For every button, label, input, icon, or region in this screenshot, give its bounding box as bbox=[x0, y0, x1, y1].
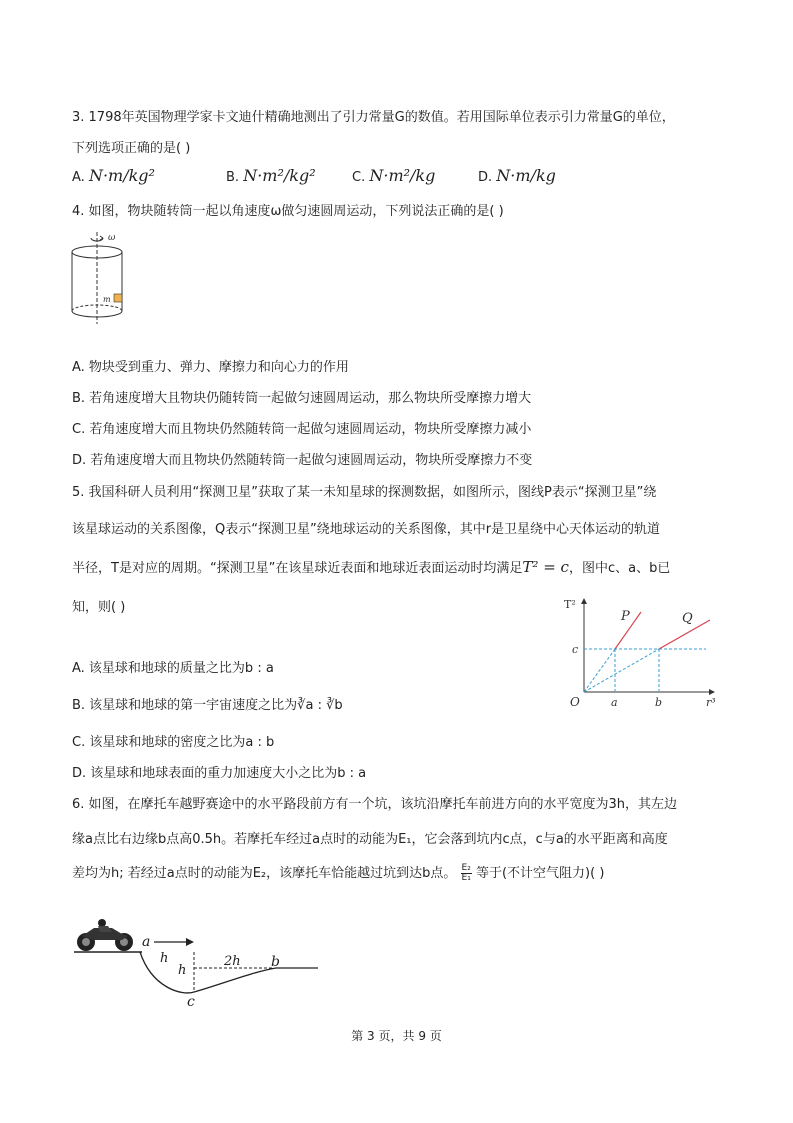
q5-formula: T² = c bbox=[522, 558, 569, 576]
q5-stem-line3 bbox=[72, 557, 670, 576]
x-axis-arrow-icon bbox=[709, 689, 715, 695]
y-axis-arrow-icon bbox=[581, 598, 587, 604]
q3-option-d-label: D. bbox=[478, 170, 493, 185]
q6-stem-line3 bbox=[72, 862, 604, 883]
mass-block bbox=[114, 294, 122, 302]
series-Q-label: Q bbox=[682, 611, 693, 626]
mass-label: m bbox=[103, 295, 111, 304]
q5-option-a: A. 该星球和地球的质量之比为b : a bbox=[72, 661, 274, 676]
tick-label-c: c bbox=[572, 643, 579, 656]
q3-option-a-label: A. bbox=[72, 170, 85, 185]
series-P-label: P bbox=[621, 609, 630, 624]
tick-label-b: b bbox=[655, 696, 663, 709]
q5-option-d: D. 该星球和地球表面的重力加速度大小之比为b : a bbox=[72, 766, 367, 781]
q5-chart bbox=[560, 594, 725, 712]
omega-label: ω bbox=[108, 233, 116, 243]
q4-cylinder-figure bbox=[66, 228, 136, 328]
q5-stem-line4: 知，则( ) bbox=[72, 600, 126, 615]
q3-option-a bbox=[72, 166, 155, 185]
tick-label-a: a bbox=[611, 696, 618, 709]
q5-stem-line3-part1: 半径，T是对应的周期。“探测卫星”在该星球近表面和地球近表面运动时均满足 bbox=[72, 561, 523, 576]
q3-option-b bbox=[226, 166, 316, 185]
q5-stem-line2: 该星球运动的关系图像，Q表示“探测卫星”绕地球运动的关系图像，其中r是卫星绕中心天体运动的轨道 bbox=[72, 522, 661, 537]
y-axis-label: T² bbox=[564, 598, 576, 611]
point-c-label: c bbox=[187, 994, 195, 1006]
q6-fraction-numerator: E₂ bbox=[461, 863, 471, 873]
label-h-vertical: h bbox=[178, 963, 187, 978]
q6-stem-line3-part1: 差均为h; 若经过a点时的动能为E₂，该摩托车恰能越过坑到达b点。 bbox=[72, 866, 457, 881]
q3-stem-line2: 下列选项正确的是( ) bbox=[72, 141, 191, 156]
motorcycle-icon bbox=[77, 919, 133, 951]
guide-diagonal bbox=[584, 649, 659, 692]
q3-option-c-text: N·m²/kg bbox=[369, 166, 436, 185]
q6-pit-figure bbox=[72, 918, 332, 1006]
q4-option-a: A. 物块受到重力、弹力、摩擦力和向心力的作用 bbox=[72, 360, 349, 375]
q5-option-c: C. 该星球和地球的密度之比为a : b bbox=[72, 735, 275, 750]
point-b-label: b bbox=[271, 954, 280, 970]
q6-stem-line2: 缘a点比右边缘b点高0.5h。若摩托车经过a点时的动能为E₁，它会落到坑内c点，c与a的水平距离和高度 bbox=[72, 832, 668, 847]
x-axis-label: r³ bbox=[706, 696, 716, 709]
point-a-label: a bbox=[142, 934, 151, 950]
q5-stem-line3-part2: ，图中c、a、b已 bbox=[568, 561, 671, 576]
label-2h: 2h bbox=[224, 954, 241, 969]
q3-option-d-text: N·m/kg bbox=[496, 166, 556, 185]
q3-option-b-text: N·m²/kg² bbox=[243, 166, 316, 185]
q6-stem-line3-part2: 等于(不计空气阻力)( ) bbox=[475, 866, 605, 881]
q6-stem-line1: 6. 如图，在摩托车越野赛途中的水平路段前方有一个坑，该坑沿摩托车前进方向的水平宽度为3h，其左边 bbox=[72, 797, 678, 812]
page-footer: 第 3 页，共 9 页 bbox=[351, 1029, 442, 1043]
q4-option-b: B. 若角速度增大且物块仍随转筒一起做匀速圆周运动，那么物块所受摩擦力增大 bbox=[72, 391, 532, 406]
q4-option-c: C. 若角速度增大而且物块仍然随转筒一起做匀速圆周运动，物块所受摩擦力减小 bbox=[72, 422, 532, 437]
q3-option-b-label: B. bbox=[226, 170, 240, 185]
q4-stem: 4. 如图，物块随转筒一起以角速度ω做匀速圆周运动，下列说法正确的是( ) bbox=[72, 204, 504, 219]
origin-label: O bbox=[570, 695, 580, 709]
velocity-arrow-head-icon bbox=[186, 938, 194, 946]
q3-option-d bbox=[478, 166, 556, 185]
q3-option-c-label: C. bbox=[352, 170, 366, 185]
q3-option-a-text: N·m/kg² bbox=[88, 166, 155, 185]
q3-stem-line1: 3. 1798年英国物理学家卡文迪什精确地测出了引力常量G的数值。若用国际单位表示引力常量G的单位， bbox=[72, 110, 675, 125]
q4-option-d: D. 若角速度增大而且物块仍然随转筒一起做匀速圆周运动，物块所受摩擦力不变 bbox=[72, 453, 533, 468]
q3-option-c bbox=[352, 166, 435, 185]
q6-fraction bbox=[461, 864, 472, 883]
series-P-dashed bbox=[584, 649, 615, 692]
q5-stem-line1: 5. 我国科研人员利用“探测卫星”获取了某一未知星球的探测数据，如图所示，图线P表示“探测卫星”绕 bbox=[72, 485, 657, 500]
q5-option-b: B. 该星球和地球的第一宇宙速度之比为∛a : ∛b bbox=[72, 698, 343, 713]
q6-fraction-denominator: E₁ bbox=[461, 873, 471, 883]
label-h-horizontal: h bbox=[160, 951, 169, 966]
